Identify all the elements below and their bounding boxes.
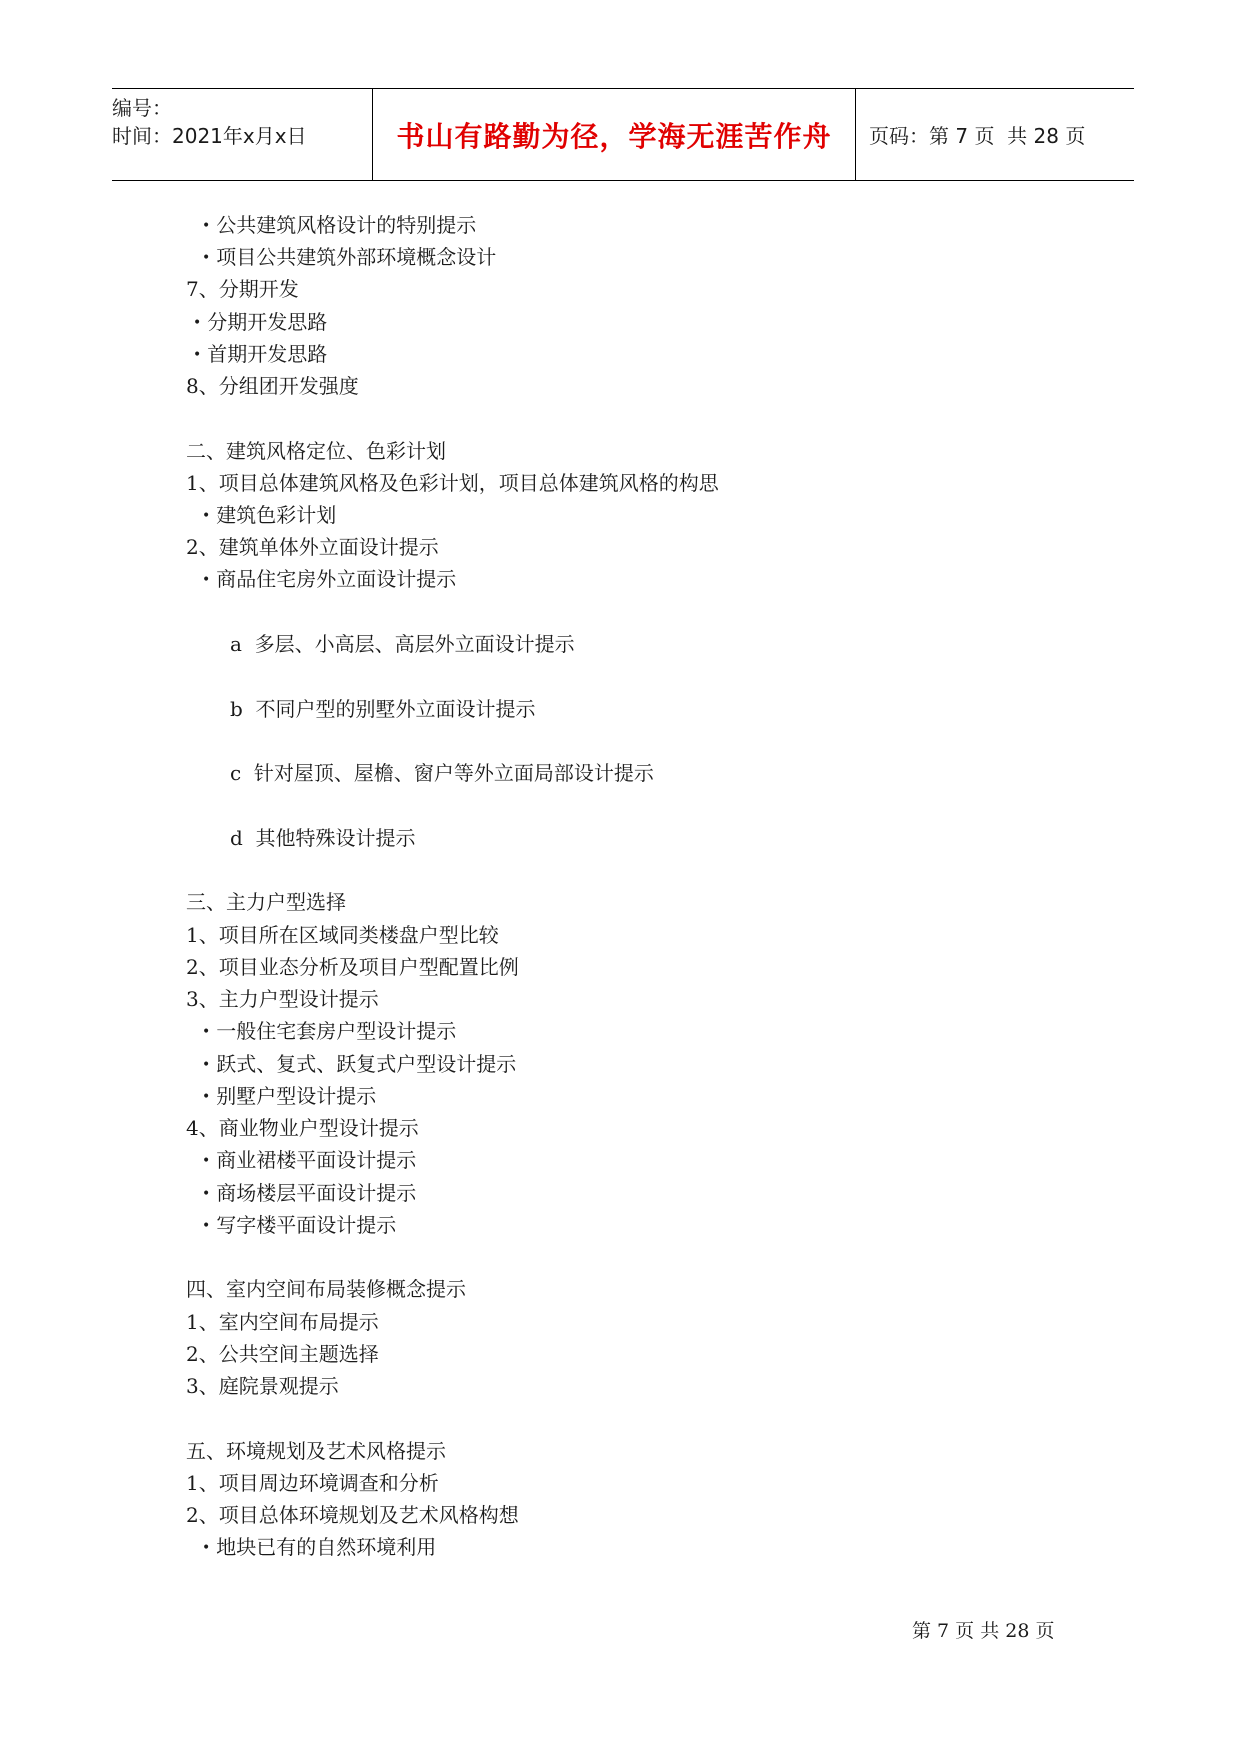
header-page-code: 页码：第 7 页 共 28 页 [869, 124, 1086, 148]
bullet-icon: • [202, 1186, 211, 1202]
bullet-icon: • [202, 1089, 211, 1105]
sub-item: a 多层、小高层、高层外立面设计提示 [230, 632, 575, 656]
bullet-icon: • [193, 315, 202, 331]
bullet-item: • 商场楼层平面设计提示 [202, 1181, 417, 1205]
bullet-item: • 商业裙楼平面设计提示 [202, 1148, 417, 1172]
bullet-item: • 公共建筑风格设计的特别提示 [202, 213, 477, 237]
sub-item: c 针对屋顶、屋檐、窗户等外立面局部设计提示 [230, 761, 654, 785]
bullet-item: • 商品住宅房外立面设计提示 [202, 567, 457, 591]
section-heading: 二、建筑风格定位、色彩计划 [186, 439, 446, 463]
header-motto: 书山有路勤为径，学海无涯苦作舟 [396, 119, 832, 153]
section-heading: 三、主力户型选择 [186, 890, 346, 914]
bullet-item: • 首期开发思路 [193, 342, 328, 366]
sub-item: b 不同户型的别墅外立面设计提示 [230, 697, 536, 721]
bullet-icon: • [202, 250, 211, 266]
bullet-item: • 项目公共建筑外部环境概念设计 [202, 245, 497, 269]
numbered-item: 2、公共空间主题选择 [186, 1342, 379, 1366]
header-motto-cell [372, 89, 856, 180]
numbered-item: 1、室内空间布局提示 [186, 1310, 379, 1334]
numbered-item: 1、项目总体建筑风格及色彩计划，项目总体建筑风格的构思 [186, 471, 719, 495]
bullet-icon: • [202, 1153, 211, 1169]
numbered-item: 2、项目业态分析及项目户型配置比例 [186, 955, 519, 979]
sub-item: d 其他特殊设计提示 [230, 826, 416, 850]
numbered-item: 7、分期开发 [186, 277, 299, 301]
header-page-code-cell [856, 89, 1134, 180]
bullet-item: • 写字楼平面设计提示 [202, 1213, 397, 1237]
bullet-icon: • [193, 347, 202, 363]
bullet-item: • 跃式、复式、跃复式户型设计提示 [202, 1052, 517, 1076]
section-heading: 四、室内空间布局装修概念提示 [186, 1277, 466, 1301]
document-number-label: 编号： [112, 96, 172, 120]
bullet-item: • 别墅户型设计提示 [202, 1084, 377, 1108]
document-date: 时间：2021年x月x日 [112, 124, 307, 148]
bullet-item: • 一般住宅套房户型设计提示 [202, 1019, 457, 1043]
numbered-item: 1、项目周边环境调查和分析 [186, 1471, 439, 1495]
numbered-item: 8、分组团开发强度 [186, 374, 359, 398]
numbered-item: 2、建筑单体外立面设计提示 [186, 535, 439, 559]
bullet-icon: • [202, 572, 211, 588]
numbered-item: 2、项目总体环境规划及艺术风格构想 [186, 1503, 519, 1527]
bullet-item: • 建筑色彩计划 [202, 503, 337, 527]
page-header [112, 88, 1134, 181]
numbered-item: 3、庭院景观提示 [186, 1374, 339, 1398]
numbered-item: 1、项目所在区域同类楼盘户型比较 [186, 923, 499, 947]
bullet-icon: • [202, 1057, 211, 1073]
bullet-item: • 分期开发思路 [193, 310, 328, 334]
bullet-item: • 地块已有的自然环境利用 [202, 1535, 437, 1559]
bullet-icon: • [202, 1024, 211, 1040]
page-footer: 第 7 页 共 28 页 [912, 1620, 1055, 1642]
bullet-icon: • [202, 1218, 211, 1234]
numbered-item: 4、商业物业户型设计提示 [186, 1116, 419, 1140]
header-meta [112, 89, 372, 180]
section-heading: 五、环境规划及艺术风格提示 [186, 1439, 446, 1463]
numbered-item: 3、主力户型设计提示 [186, 987, 379, 1011]
bullet-icon: • [202, 218, 211, 234]
bullet-icon: • [202, 508, 211, 524]
bullet-icon: • [202, 1540, 211, 1556]
